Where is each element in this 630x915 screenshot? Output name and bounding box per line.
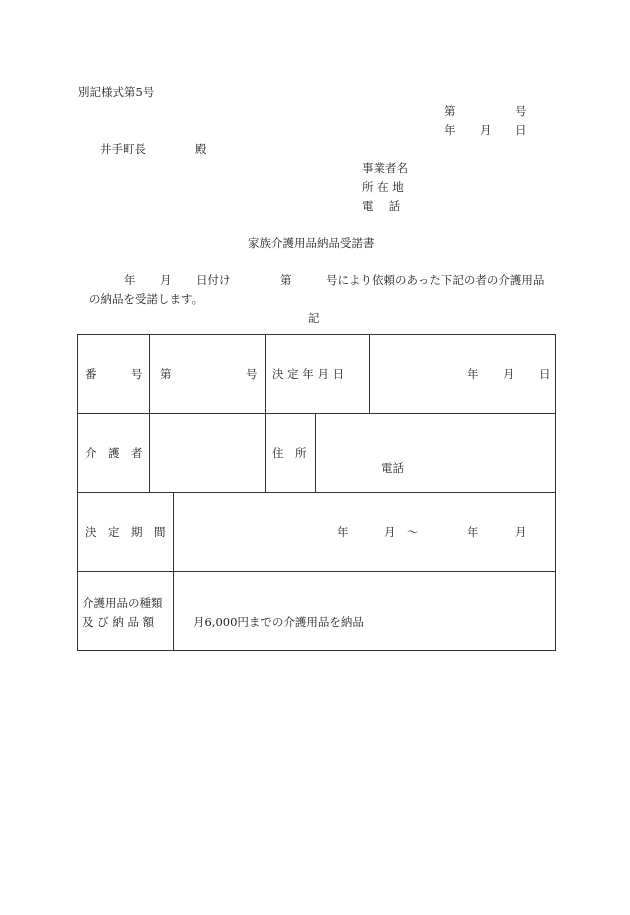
col-divider-decision-date (369, 334, 370, 413)
period-end-month: 月 (515, 525, 527, 539)
row-divider-3 (77, 571, 556, 572)
label-phone: 電話 (381, 461, 404, 475)
label-decision-date: 決 定 年 月 日 (272, 367, 345, 381)
col-divider-address (315, 413, 316, 492)
decision-date-day: 日 (539, 367, 551, 381)
body-line1-text: 号により依頼のあった下記の者の介護用品 (326, 273, 545, 287)
decision-date-month: 月 (503, 367, 515, 381)
body-dated: 日付け (196, 273, 231, 287)
document-date-day: 日 (515, 123, 527, 137)
col-divider-label-r34 (173, 492, 174, 651)
col-divider-label-r12 (149, 334, 150, 492)
document-number-prefix: 第 (444, 104, 456, 118)
item-content: 月6,000円までの介護用品を納品 (193, 615, 364, 629)
addressee-name: 井手町長 (100, 142, 146, 156)
body-year: 年 (124, 273, 136, 287)
label-number: 番 号 (85, 367, 143, 381)
document-number-suffix: 号 (515, 104, 527, 118)
ki-heading: 記 (308, 311, 320, 325)
period-end-year: 年 (467, 525, 479, 539)
label-caregiver: 介 護 者 (85, 446, 143, 460)
label-address: 住 所 (272, 446, 307, 460)
number-suffix: 号 (246, 367, 258, 381)
decision-date-year: 年 (467, 367, 479, 381)
label-delivery-amount: 及 び 納 品 額 (82, 615, 155, 629)
label-decision-period: 決 定 期 間 (85, 525, 166, 539)
form-number-label: 別記様式第5号 (78, 85, 155, 99)
label-item-type: 介護用品の種類 (82, 596, 163, 610)
business-phone-label: 電 話 (362, 199, 401, 213)
period-start-year: 年 (337, 525, 349, 539)
number-prefix: 第 (160, 367, 172, 381)
row-divider-2 (77, 492, 556, 493)
addressee-honorific: 殿 (195, 142, 207, 156)
document-date-month: 月 (480, 123, 492, 137)
body-line2-text: の納品を受諾します。 (89, 292, 204, 306)
document-date-year: 年 (444, 123, 456, 137)
col-divider-mid-r12 (265, 334, 266, 492)
body-number-prefix: 第 (280, 273, 292, 287)
document-title: 家族介護用品納品受諾書 (248, 236, 375, 250)
business-name-label: 事業者名 (362, 161, 408, 175)
period-start-month: 月 〜 (384, 525, 419, 539)
business-address-label: 所 在 地 (362, 180, 404, 194)
body-month: 月 (160, 273, 172, 287)
